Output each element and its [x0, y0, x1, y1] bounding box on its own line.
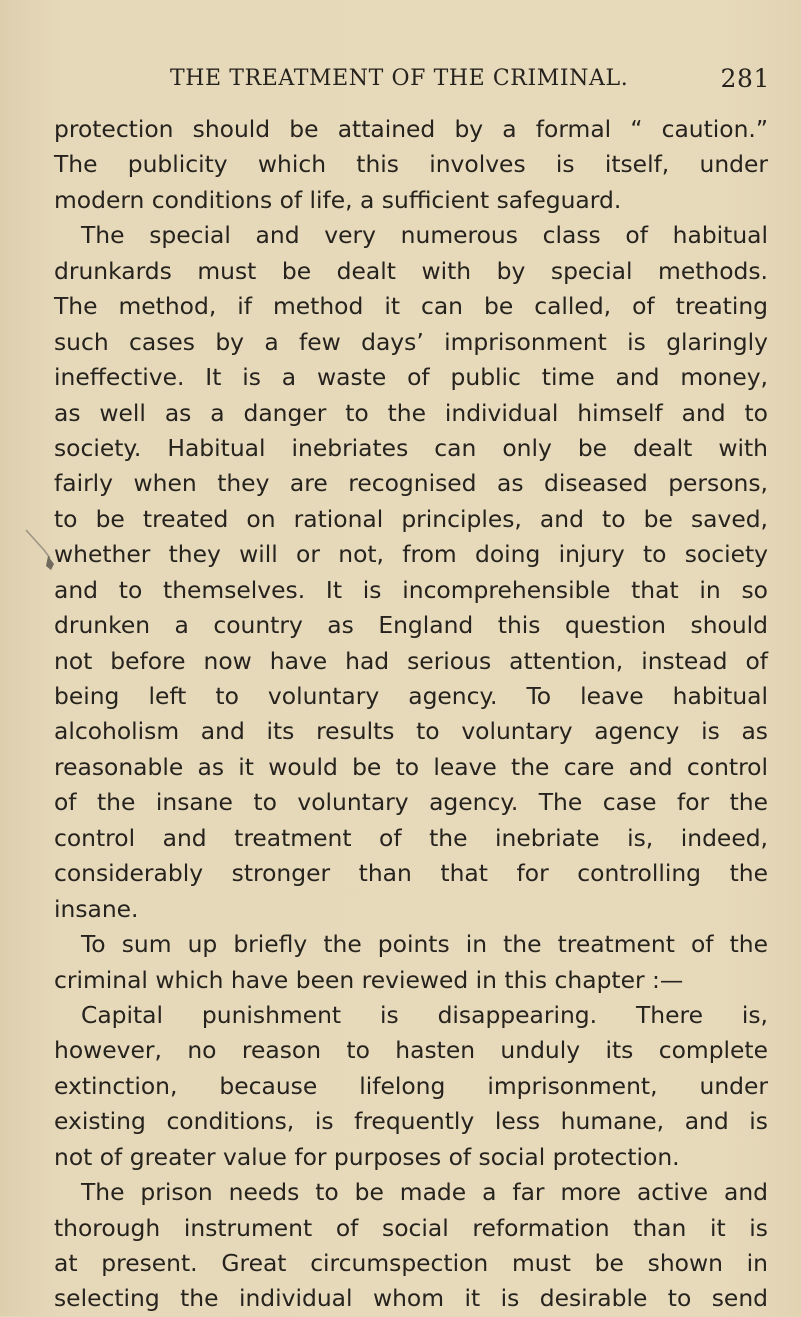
text-line: ineffective. It is a waste of public time and money,: [54, 363, 768, 392]
text-line: however, no reason to hasten unduly its complete: [54, 1036, 768, 1065]
text-line: extinction, because lifelong imprisonment, under: [54, 1071, 768, 1100]
text-line: of the insane to voluntary agency. The case for the: [54, 788, 768, 817]
text-line: to be treated on rational principles, and to be saved,: [54, 504, 768, 533]
text-line: whether they will or not, from doing injury to society: [54, 540, 768, 569]
text-line: The prison needs to be made a far more active and: [81, 1178, 768, 1207]
text-line: The special and very numerous class of habitual: [81, 221, 768, 250]
body-text: [54, 112, 768, 1317]
text-line: criminal which have been reviewed in this chapter :—: [54, 965, 684, 994]
page-number: 281: [720, 64, 770, 93]
running-head-title: THE TREATMENT OF THE CRIMINAL.: [170, 66, 629, 91]
text-line: protection should be attained by a formal “ caution.”: [54, 115, 768, 143]
text-line: existing conditions, is frequently less humane, and is: [54, 1107, 768, 1136]
text-line: such cases by a few days’ imprisonment is glaringly: [54, 327, 768, 356]
text-line: The publicity which this involves is itself, under: [54, 150, 768, 179]
text-line: as well as a danger to the individual himself and to: [54, 398, 768, 427]
text-line: To sum up briefly the points in the treatment of the: [81, 930, 768, 959]
text-line: drunkards must be dealt with by special methods.: [54, 256, 768, 285]
running-head: [170, 66, 770, 102]
text-line: and to themselves. It is incomprehensible that in so: [54, 575, 768, 604]
text-line: not before now have had serious attention, instead of: [54, 646, 768, 675]
text-line: thorough instrument of social reformation than it is: [54, 1213, 768, 1242]
text-line: selecting the individual whom it is desirable to send: [54, 1284, 768, 1313]
text-line: drunken a country as England this question should: [54, 611, 768, 640]
text-line: fairly when they are recognised as diseased persons,: [54, 469, 768, 498]
text-line: modern conditions of life, a sufficient safeguard.: [54, 185, 622, 214]
text-line: insane.: [54, 894, 139, 923]
text-line: alcoholism and its results to voluntary agency is as: [54, 717, 768, 746]
text-line: The method, if method it can be called, of treating: [54, 292, 768, 321]
text-line: reasonable as it would be to leave the care and control: [54, 752, 768, 781]
text-line: at present. Great circumspection must be shown in: [54, 1249, 768, 1277]
text-line: being left to voluntary agency. To leave habitual: [54, 682, 768, 710]
text-line: society. Habitual inebriates can only be dealt with: [54, 433, 768, 462]
text-line: Capital punishment is disappearing. There is,: [81, 1000, 768, 1029]
text-line: not of greater value for purposes of social protection.: [54, 1142, 680, 1171]
text-line: considerably stronger than that for controlling the: [54, 859, 768, 888]
text-line: control and treatment of the inebriate is, indeed,: [54, 823, 768, 852]
